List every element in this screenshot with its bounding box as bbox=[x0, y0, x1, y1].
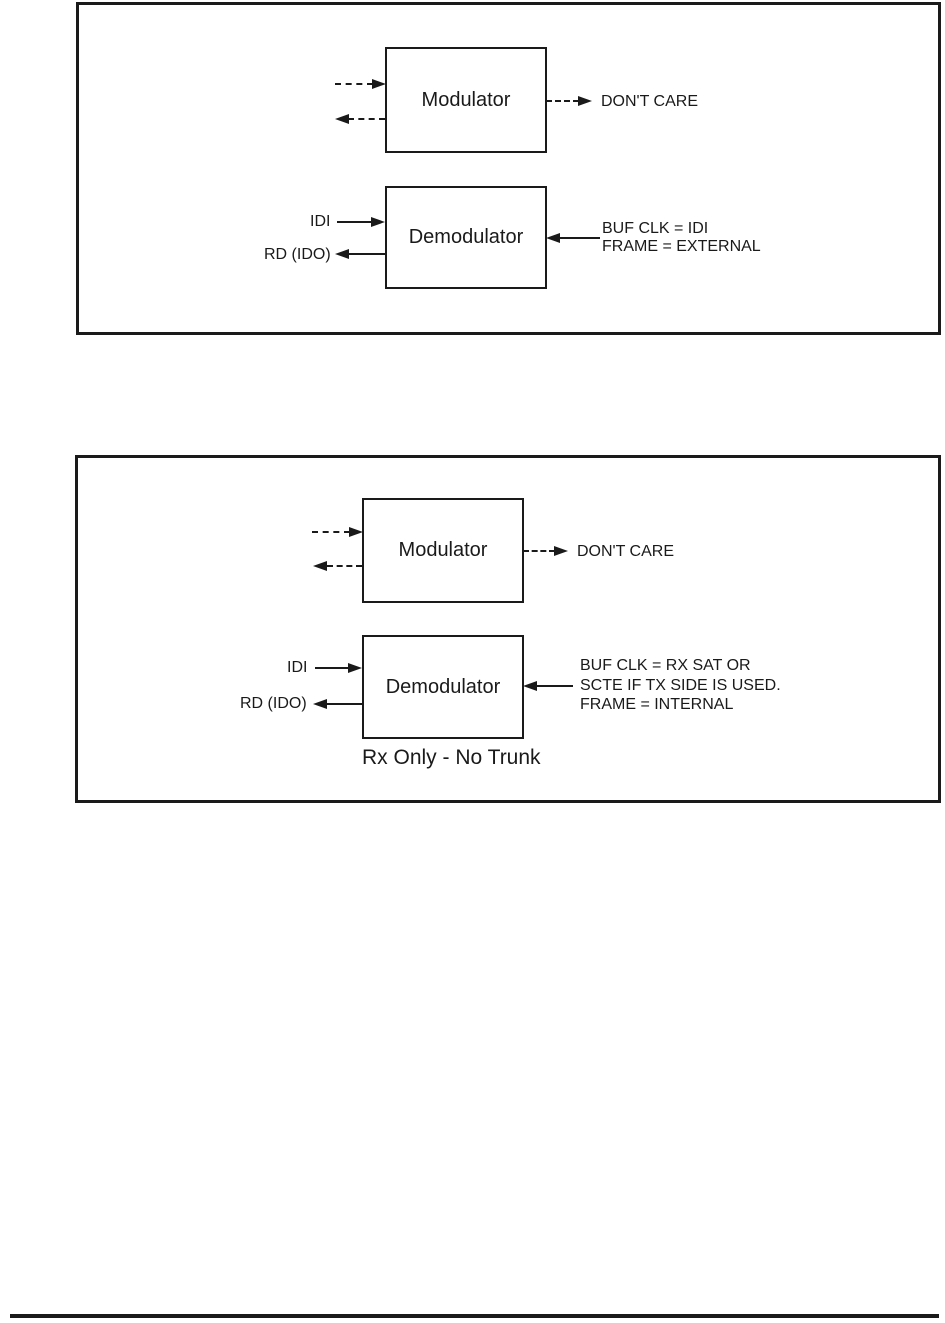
arrowhead-left-icon bbox=[313, 699, 327, 709]
idi-line bbox=[315, 667, 350, 669]
demod-control-line bbox=[560, 237, 600, 239]
rd-ido-line bbox=[327, 703, 362, 705]
arrowhead-left-icon bbox=[546, 233, 560, 243]
dont-care-dashed-line bbox=[523, 550, 555, 552]
arrowhead-left-icon bbox=[335, 114, 349, 124]
arrowhead-left-icon bbox=[335, 249, 349, 259]
modulator-box-2 bbox=[362, 498, 524, 603]
arrowhead-right-icon bbox=[372, 79, 386, 89]
demodulator-label: Demodulator bbox=[385, 675, 501, 698]
buf-clk-note: BUF CLK = RX SAT OR bbox=[580, 657, 751, 674]
modulator-box-1 bbox=[385, 47, 547, 153]
modulator-input-dashed-line bbox=[335, 83, 373, 85]
modulator-input-dashed-line bbox=[312, 531, 350, 533]
demodulator-box-2 bbox=[362, 635, 524, 739]
rd-ido-label: RD (IDO) bbox=[264, 246, 331, 263]
modulator-output-dashed-line bbox=[327, 565, 362, 567]
frame-note: FRAME = INTERNAL bbox=[580, 696, 734, 713]
modulator-label: Modulator bbox=[398, 539, 488, 561]
idi-label: IDI bbox=[287, 659, 308, 676]
modulator-output-dashed-line bbox=[348, 118, 385, 120]
figure-caption: Rx Only - No Trunk bbox=[362, 746, 541, 769]
arrowhead-right-icon bbox=[371, 217, 385, 227]
footer-rule bbox=[10, 1314, 939, 1318]
rd-ido-label: RD (IDO) bbox=[240, 695, 307, 712]
rd-ido-line bbox=[349, 253, 385, 255]
scte-note: SCTE IF TX SIDE IS USED. bbox=[580, 677, 781, 694]
idi-label: IDI bbox=[310, 213, 331, 230]
buf-clk-note: BUF CLK = IDI bbox=[602, 220, 709, 237]
dont-care-label: DON'T CARE bbox=[577, 543, 674, 560]
figure-panel-1 bbox=[76, 2, 941, 335]
idi-line bbox=[337, 221, 373, 223]
arrowhead-right-icon bbox=[348, 663, 362, 673]
frame-note: FRAME = EXTERNAL bbox=[602, 238, 761, 255]
figure-panel-2 bbox=[75, 455, 941, 803]
arrowhead-left-icon bbox=[523, 681, 537, 691]
modulator-label: Modulator bbox=[421, 88, 511, 111]
dont-care-dashed-line bbox=[546, 100, 579, 102]
demodulator-box-1 bbox=[385, 186, 547, 289]
arrowhead-right-icon bbox=[349, 527, 363, 537]
arrowhead-left-icon bbox=[313, 561, 327, 571]
demodulator-label: Demodulator bbox=[408, 226, 524, 248]
demod-control-line bbox=[537, 685, 573, 687]
arrowhead-right-icon bbox=[578, 96, 592, 106]
dont-care-label: DON'T CARE bbox=[601, 93, 698, 110]
arrowhead-right-icon bbox=[554, 546, 568, 556]
